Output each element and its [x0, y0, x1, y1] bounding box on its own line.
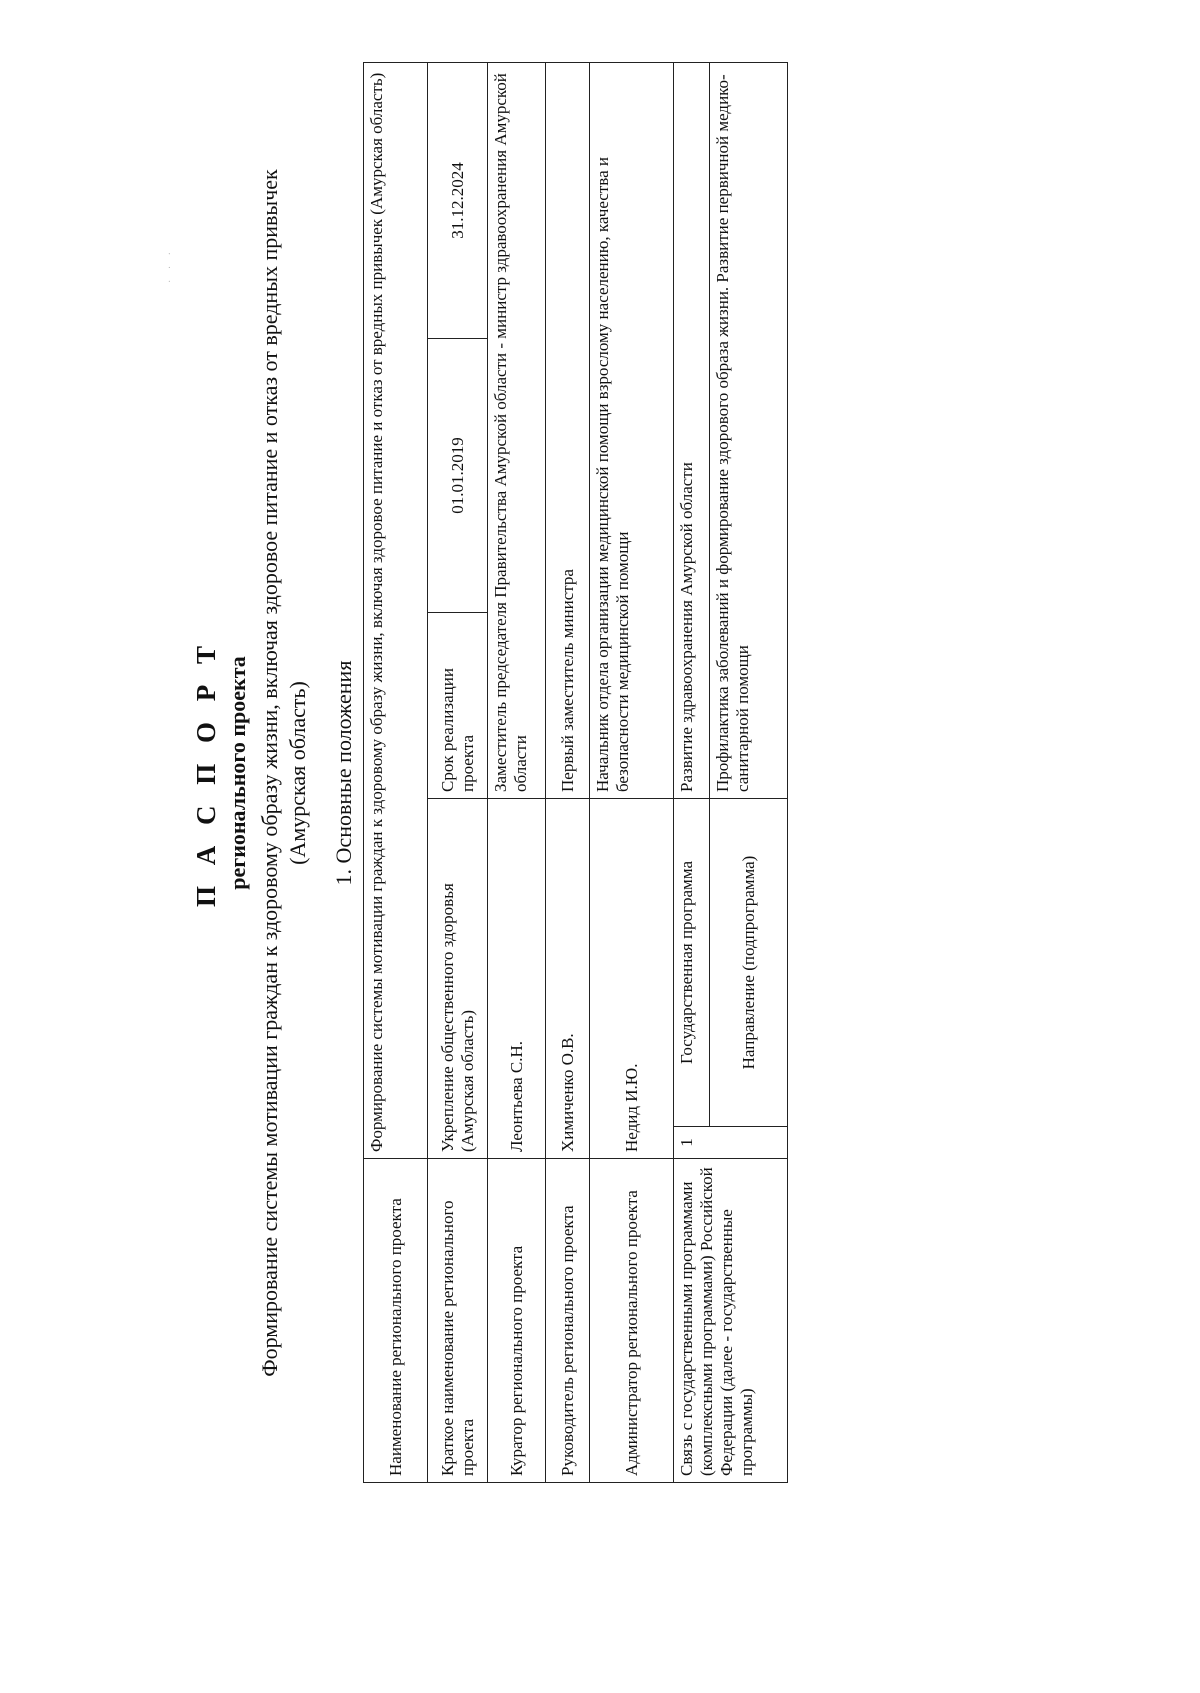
document-title: П А С П О Р Т — [191, 639, 221, 908]
start-date: 01.01.2019 — [428, 339, 488, 613]
person-position: Начальник отдела организации медицинской помощи взрослому населению, качества и безопасности медицинской помощи — [590, 62, 674, 798]
table-row — [546, 62, 590, 1482]
scan-speck: · · · — [165, 248, 176, 283]
table-row — [590, 62, 674, 1482]
direction-value: Профилактика заболеваний и формирование здорового образа жизни. Развитие первичной медико-санитарной помощи — [710, 62, 788, 798]
person-position: Заместитель председателя Правительства Амурской области - министр здравоохранения Амурской области — [488, 62, 546, 798]
project-name-heading: Формирование системы мотивации граждан к здоровому образу жизни, включая здоровое питание и отказ от вредных привычек — [257, 169, 282, 1377]
person-name: Леонтьева С.Н. — [488, 799, 546, 1159]
row-value: Укрепление общественного здоровья (Амурская область) — [428, 799, 488, 1159]
section-heading: 1. Основные положения — [331, 660, 356, 886]
table-row — [674, 62, 710, 1482]
row-label: Краткое наименование регионального проекта — [428, 1159, 488, 1483]
person-position: Первый заместитель министра — [546, 62, 590, 798]
passport-table — [363, 62, 788, 1483]
person-name: Химиченко О.В. — [546, 799, 590, 1159]
direction-label: Направление (подпрограмма) — [710, 799, 788, 1127]
region-heading: (Амурская область) — [285, 681, 310, 865]
term-label: Срок реализации проекта — [428, 613, 488, 799]
row-value: Формирование системы мотивации граждан к здоровому образу жизни, включая здоровое питание и отказ от вредных привычек (Амурская область) — [364, 62, 428, 1158]
table-row — [428, 62, 488, 1482]
document-subtitle: регионального проекта — [225, 656, 250, 890]
program-number: 1 — [674, 1127, 788, 1159]
row-label: Связь с государственными программами (комплексными программами) Российской Федерации (далее - государственные программы) — [674, 1159, 788, 1483]
table-row — [364, 62, 428, 1482]
program-label: Государственная программа — [674, 799, 710, 1127]
program-value: Развитие здравоохранения Амурской области — [674, 62, 710, 798]
row-label: Наименование регионального проекта — [364, 1159, 428, 1483]
row-label: Администратор регионального проекта — [590, 1159, 674, 1483]
table-row — [488, 62, 546, 1482]
row-label: Руководитель регионального проекта — [546, 1159, 590, 1483]
row-label: Куратор регионального проекта — [488, 1159, 546, 1483]
end-date: 31.12.2024 — [428, 62, 488, 338]
rotated-page-content — [165, 63, 1071, 1483]
person-name: Недид И.Ю. — [590, 799, 674, 1159]
